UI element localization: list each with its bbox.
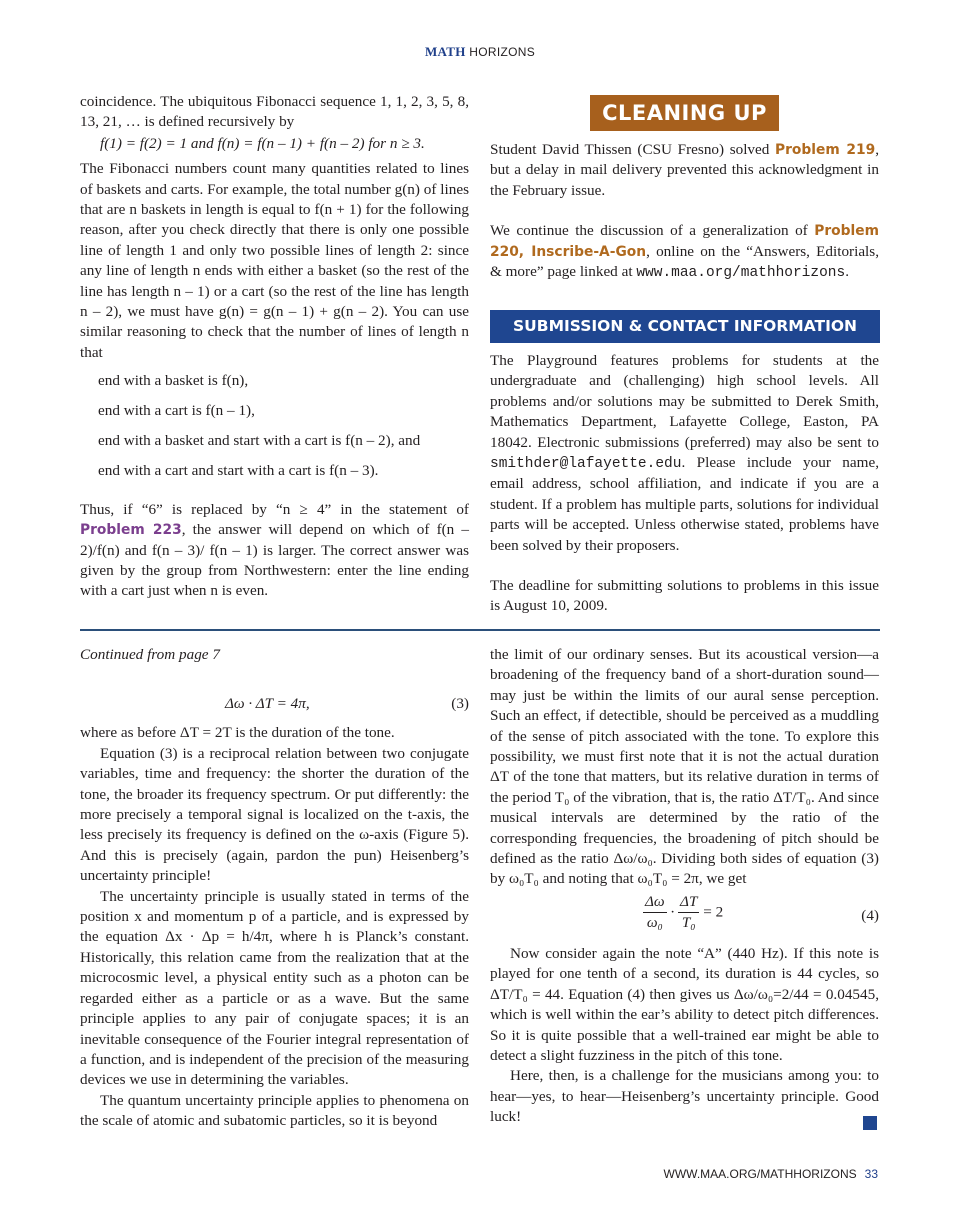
problem-220-link[interactable]: Problem 220, Inscribe-A-Gon xyxy=(490,223,879,260)
cleaning-paragraph-2: We continue the discussion of a generalization of Problem 220, Inscribe-A-Gon, online on the “Answers, Editorials, & more” page linked at www.maa.org/mathhorizons. xyxy=(490,222,879,282)
uncertainty-left-column xyxy=(80,645,469,1132)
unc-paragraph-3: The uncertainty principle is usually stated in terms of the position x and momentum p of a particle, and is expressed by the equation Δx · Δp = h/4π, where h is Planck’s constant. Historically, this relation came from the realization that at the microcosmic level, a physical entity such as a photon can be regarded either as a particle or as a wave. But the same principle applies to any pair of conjugate spaces; it is an inevitable consequence of the Fourier integral representation of a function, and is independent of the precision of the measuring devices we use in determining the variables. xyxy=(80,887,469,1089)
submission-paragraph: The Playground features problems for students at the undergraduate and (challenging) high school levels. All problems and/or solutions may be submitted to Derek Smith, Mathematics Department, Lafayette College, Easton, PA 18042. Electronic submissions (preferred) may also be sent to smithder@lafayette.edu. Please include your name, email address, school affiliation, and indicate if you are a student. If a problem has multiple parts, solutions for individual parts will be accepted. Unless otherwise stated, problems have been solved by their proposers. xyxy=(490,352,879,554)
problem-223-link[interactable]: Problem 223 xyxy=(80,522,182,539)
end-mark xyxy=(863,1116,877,1130)
list-item: end with a cart is f(n – 1), xyxy=(98,402,255,420)
submission-heading: SUBMISSION & CONTACT INFORMATION xyxy=(490,310,880,343)
mathhorizons-url-link[interactable]: www.maa.org/mathhorizons xyxy=(636,265,846,282)
list-item: end with a basket and start with a cart is f(n – 2), and xyxy=(98,432,421,450)
header-horizons: HORIZONS xyxy=(465,45,536,59)
continued-from-note: Continued from page 7 xyxy=(80,646,220,663)
list-item: end with a basket is f(n), xyxy=(98,372,249,390)
fib-paragraph-3: Thus, if “6” is replaced by “n ≥ 4” in the statement of Problem 223, the answer will depend on which of f(n – 2)/f(n) and f(n – 3)/ f(n – 1) is larger. The correct answer was given by the group from Northwestern: enter the line ending with a cart just when n is even. xyxy=(80,500,470,600)
fib-recurrence-equation: f(1) = f(2) = 1 and f(n) = f(n – 1) + f(n – 2) for n ≥ 3. xyxy=(100,134,425,152)
unc-paragraph-2: Equation (3) is a reciprocal relation between two conjugate variables, time and frequency: the shorter the duration of the tone, the broader its frequency spectrum. Or put differently: the more precisely a temporal signal is localized on the t-axis, the less precisely its frequency is defined on the ω-axis (Figure 5). And this is precisely (again, pardon the pun) Heisenberg’s uncertainty principle! xyxy=(80,744,469,885)
uncertainty-right-column xyxy=(490,645,879,1128)
running-header xyxy=(0,44,960,60)
equation-4-body: $\frac{\Delta\omega}{\text{ω₀}}$ · $\frac{\Delta T}{\text{T₀}}$ = 2 xyxy=(645,892,724,932)
footer xyxy=(664,1167,878,1181)
line-count-list xyxy=(80,371,469,481)
unc-paragraph-4: The quantum uncertainty principle applies to phenomena on the scale of atomic and subatomic particles, so it is beyond xyxy=(80,1091,469,1130)
fib-paragraph-1: coincidence. The ubiquitous Fibonacci sequence 1, 1, 2, 3, 5, 8, 13, 21, … is defined recursively by xyxy=(80,93,469,131)
deadline-paragraph: The deadline for submitting solutions to problems in this issue is August 10, 2009. xyxy=(490,577,879,615)
unc-paragraph-7: Here, then, is a challenge for the musicians among you: to hear—yes, to hear—Heisenberg’s uncertainty principle. Good luck! xyxy=(490,1067,879,1126)
cleaning-up-section xyxy=(490,140,879,283)
equation-3 xyxy=(80,694,469,714)
problem-219-link[interactable]: Problem 219 xyxy=(775,142,876,158)
cleaning-paragraph-1: Student David Thissen (CSU Fresno) solved Problem 219, but a delay in mail delivery prevented this acknowledgment in the February issue. xyxy=(490,141,879,199)
list-item: end with a cart and start with a cart is f(n – 3). xyxy=(98,462,379,480)
email-link[interactable]: smithder@lafayette.edu xyxy=(490,456,682,473)
footer-url[interactable]: WWW.MAA.ORG/MATHHORIZONS xyxy=(663,1167,857,1181)
unc-paragraph-1: where as before ΔT = 2T is the duration of the tone. xyxy=(80,724,395,742)
unc-paragraph-5: the limit of our ordinary senses. But its acoustical version—a broadening of the frequency band of a short-duration sound—may just be within the limits of our aural sense perception. Such an effect, if detectible, should be perceived as a muddling of the sense of pitch associated with the tone. To explore this possibility, we must first note that it is not the actual duration ΔT of the tone that matters, but its relative duration in terms of the period T₀ of the vibration, that is, the ratio ΔT/T₀. And since musical intervals are determined by the ratio of the corresponding frequencies, the broadening of pitch should be defined as the ratio Δω/ω₀. Dividing both sides of equation (3) by ω₀T₀ and noting that ω₀T₀ = 2π, we get xyxy=(490,646,879,888)
fibonacci-section xyxy=(80,92,469,602)
equation-4 xyxy=(490,892,879,942)
header-math: MATH xyxy=(424,44,466,59)
equation-4-number: (4) xyxy=(861,906,879,924)
equation-3-body: Δω · ΔT = 4π, xyxy=(225,695,310,713)
page-number: 33 xyxy=(864,1167,878,1181)
section-divider xyxy=(80,629,880,631)
cleaning-up-heading: CLEANING UP xyxy=(590,95,779,131)
fib-paragraph-2: The Fibonacci numbers count many quantities related to lines of baskets and carts. For example, the total number g(n) of lines that are n baskets in length is equal to f(n + 1) for the following reason, after you check directly that there is only one possible line of length 1 and only two possible lines of length 2: since any line of length n ends with either a basket (so the rest of the line has length n – 1) or a cart (so the rest of the line has length n – 2), we must have g(n) = g(n – 1) + g(n – 2). You can use similar reasoning to check that the number of lines of length n that xyxy=(80,160,469,361)
unc-paragraph-6: Now consider again the note “A” (440 Hz). If this note is played for one tenth of a second, its duration is 44 cycles, so ΔT/T₀ = 44. Equation (4) then gives us Δω/ω₀=2/44 = 0.04545, which is well within the ear’s ability to detect pitch differences. So it is quite possible that a well-trained ear might be able to detect a slight fuzziness in the pitch of this tone. xyxy=(490,944,879,1064)
submission-section xyxy=(490,351,879,617)
equation-3-number: (3) xyxy=(451,695,469,713)
